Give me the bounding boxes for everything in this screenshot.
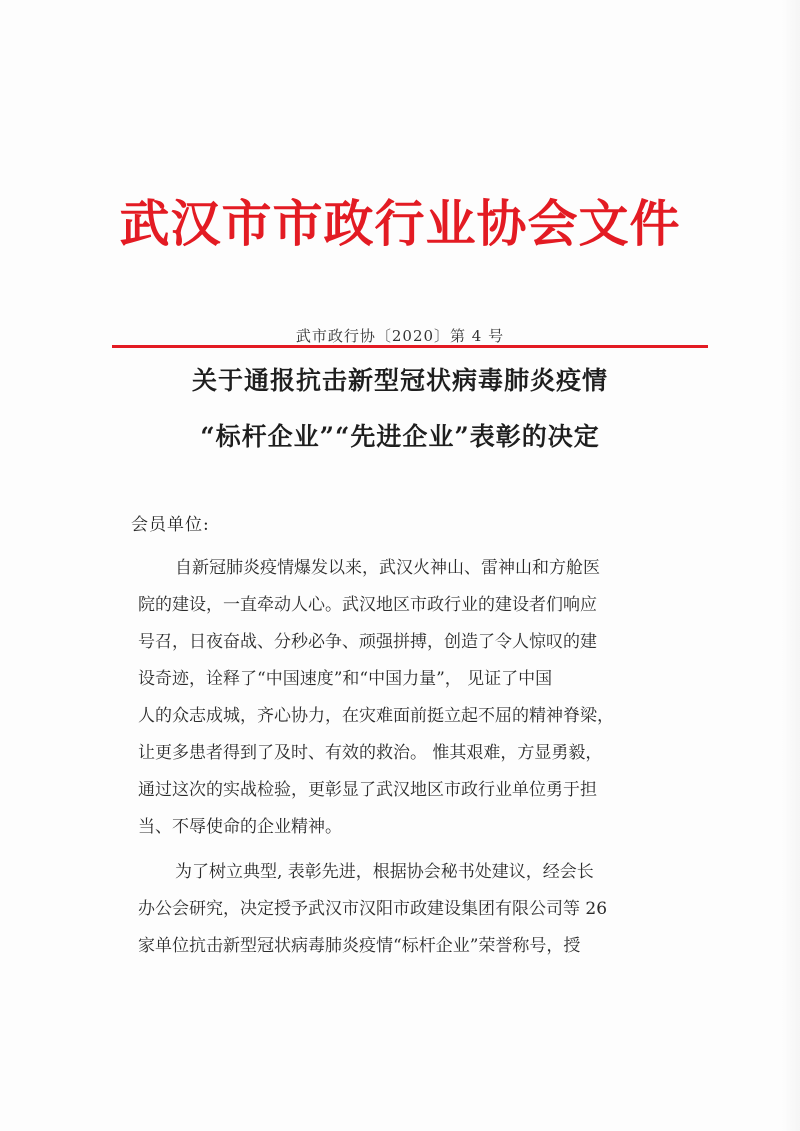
paragraph-1-line: 人的众志成城，齐心协力，在灾难面前挺立起不屈的精神脊梁，: [138, 706, 614, 726]
document-title-line-1: 关于通报抗击新型冠状病毒肺炎疫情: [191, 366, 608, 395]
paragraph-2-line: 家单位抗击新型冠状病毒肺炎疫情“标杆企业”荣誉称号，授: [138, 936, 581, 956]
document-title-line-2: “标杆企业”“先进企业”表彰的决定: [200, 422, 600, 451]
scan-edge-shadow: [782, 0, 800, 1131]
paragraph-2-line: 为了树立典型, 表彰先进，根据协会秘书处建议，经会长: [175, 862, 594, 882]
paragraph-1-line: 自新冠肺炎疫情爆发以来，武汉火神山、雷神山和方舱医: [175, 558, 600, 578]
masthead-title: 武汉市市政行业协会文件: [119, 195, 681, 253]
paragraph-1-line: 号召，日夜奋战、分秒必争、顽强拼搏，创造了令人惊叹的建: [138, 632, 597, 652]
salutation: 会员单位:: [131, 515, 210, 535]
paragraph-1-line: 让更多患者得到了及时、有效的救治。 惟其艰难，方显勇毅，: [138, 743, 603, 763]
paragraph-2-line: 办公会研究，决定授予武汉市汉阳市政建设集团有限公司等 26: [138, 899, 608, 919]
paragraph-1-line: 设奇迹，诠释了“中国速度”和“中国力量”， 见证了中国: [138, 669, 553, 689]
paragraph-1-line: 院的建设，一直牵动人心。武汉地区市政行业的建设者们响应: [138, 595, 597, 615]
paragraph-1-line: 通过这次的实战检验，更彰显了武汉地区市政行业单位勇于担: [138, 780, 597, 800]
document-number: 武市政行协〔2020〕第 4 号: [295, 327, 505, 345]
paragraph-1-line: 当、不辱使命的企业精神。: [138, 817, 342, 837]
red-divider-rule: [112, 345, 708, 348]
